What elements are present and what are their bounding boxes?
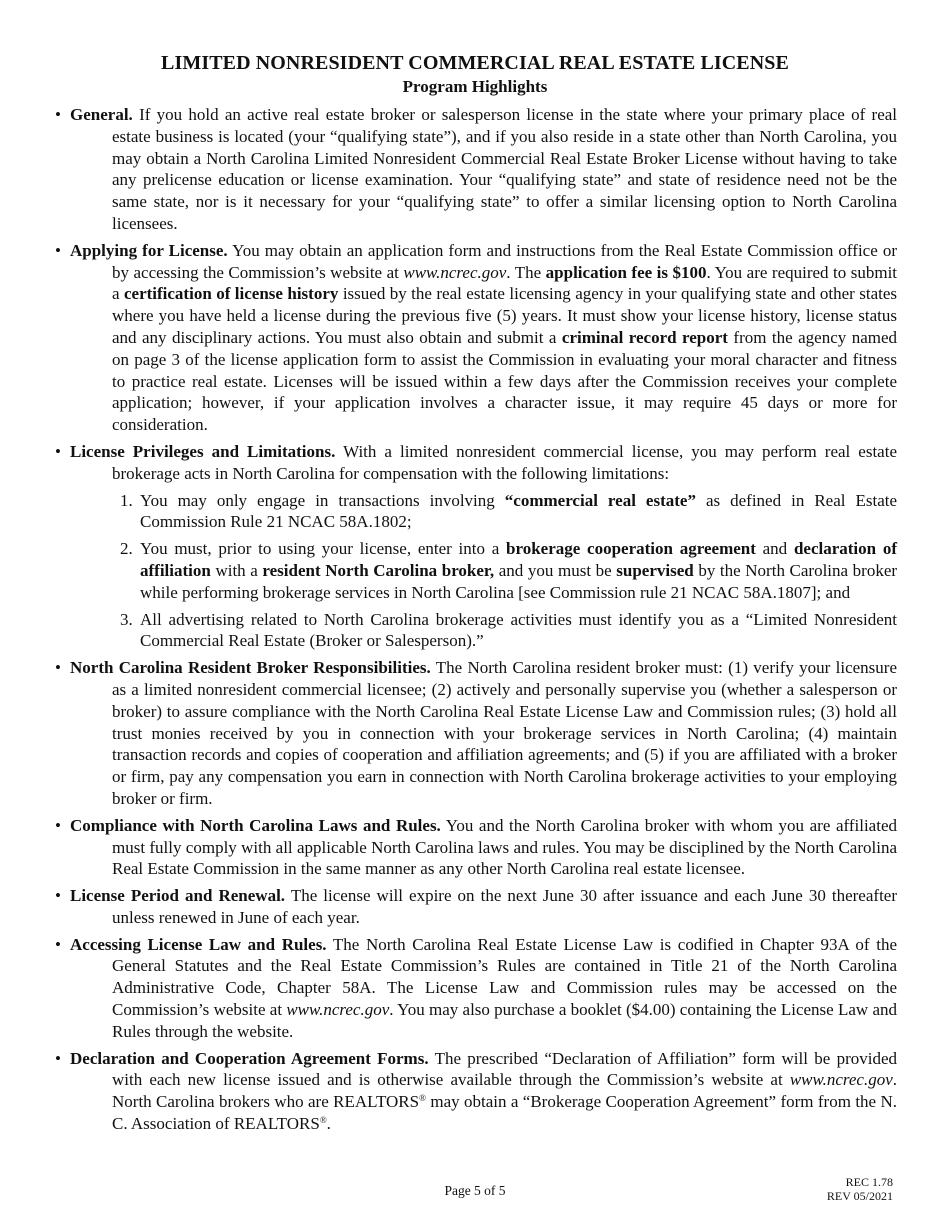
page-title: LIMITED NONRESIDENT COMMERCIAL REAL ESTATE LICENSE xyxy=(161,52,789,74)
section-applying xyxy=(55,240,897,436)
list-number: 2. xyxy=(120,539,133,559)
section-heading: General. xyxy=(70,105,133,124)
section-text: may obtain a “Brokerage Cooperation Agreement” form from the N. C. Association of REALTORS xyxy=(112,1092,898,1134)
highlights-list xyxy=(55,104,897,1140)
item-text: with a xyxy=(215,560,258,580)
page-number: Page 5 of 5 xyxy=(444,1183,506,1198)
item-bold-text: “commercial real estate” xyxy=(504,490,696,510)
bullet-icon: • xyxy=(55,815,61,835)
criminal-record-text: criminal record report xyxy=(561,327,728,347)
registered-mark: ® xyxy=(319,1115,327,1126)
item-text: and xyxy=(762,539,788,559)
bullet-icon: • xyxy=(55,441,61,461)
website-link[interactable]: www.ncrec.gov xyxy=(286,1000,390,1020)
item-bold-text: declaration of affiliation xyxy=(140,539,897,580)
form-code-block xyxy=(827,1175,893,1203)
section-text: . You are required to submit a xyxy=(112,262,898,304)
bullet-icon: • xyxy=(55,934,61,954)
section-text: . The xyxy=(506,262,542,282)
bullet-icon: • xyxy=(55,1048,61,1068)
limitation-item-3 xyxy=(55,609,897,653)
section-text: The North Carolina Real Estate License Law is codified in Chapter 93A of the General Statutes and the Real Estate Commission’s Rules are contained in Title 21 of the North Carolina Administrative Code, Chapter 58A. The License Law and Commission rules may be accessed on the Commission’s website at xyxy=(112,934,897,1020)
section-heading: License Period and Renewal. xyxy=(70,886,286,906)
section-text: The prescribed “Declaration of Affiliation” form will be provided with each new license issued and is otherwise available through the Commission’s website at xyxy=(112,1048,897,1090)
limitations-list xyxy=(55,490,897,653)
section-text: With a limited nonresident commercial license, you may perform real estate brokerage acts in North Carolina for compensation with the following limitations: xyxy=(112,441,897,483)
section-heading: Compliance with North Carolina Laws and Rules. xyxy=(70,815,441,835)
section-heading: Accessing License Law and Rules. xyxy=(70,934,327,954)
section-text: You may obtain an application form and instructions from the Real Estate Commission office or by accessing the Commission’s website at xyxy=(112,240,897,282)
item-text: All advertising related to North Carolina brokerage activities must identify you as a “Limited Nonresident Commercial Real Estate (Broker or Salesperson).” xyxy=(140,609,897,651)
section-text: . xyxy=(326,1114,331,1134)
section-forms xyxy=(55,1048,897,1135)
page-subtitle: Program Highlights xyxy=(402,77,548,96)
section-text: The North Carolina resident broker must: (1) verify your licensure as a limited nonresident commercial licensee; (2) actively and personally supervise you (whether a salesperson or broker) to assure compliance with the North Carolina Real Estate License Law and Commission rules; (3) hold all trust monies received by you in connection with your brokerage services in North Carolina; (4) maintain transaction records and copies of cooperation and affiliation agreements; and (5) if you are affiliated with a broker or firm, pay any compensation you earn in connection with North Carolina brokerage activities to your employing broker or firm. xyxy=(112,658,897,808)
item-text: by the North Carolina broker while performing brokerage services in North Carolina [see Commission rule 21 NCAC 58A.1807]; and xyxy=(140,560,898,602)
item-bold-text: supervised xyxy=(616,560,694,580)
section-renewal xyxy=(55,885,897,929)
registered-mark: ® xyxy=(419,1093,426,1104)
bullet-icon: • xyxy=(55,658,61,678)
section-heading: License Privileges and Limitations. xyxy=(70,441,336,461)
certification-text: certification of license history xyxy=(123,284,339,304)
item-text: You must, prior to using your license, enter into a xyxy=(140,539,500,559)
item-bold-text: brokerage cooperation agreement xyxy=(506,539,756,559)
section-heading: North Carolina Resident Broker Responsibilities. xyxy=(70,658,431,678)
fee-text: application fee is $100 xyxy=(545,262,707,282)
website-link[interactable]: www.ncrec.gov xyxy=(789,1070,893,1090)
bullet-icon: • xyxy=(55,105,61,124)
list-number: 3. xyxy=(120,609,133,629)
section-text: issued by the real estate licensing agency in your qualifying state and other states where you have held a license during the previous five (5) years. It must show your license history, license status and any disciplinary actions. You must also obtain and submit a xyxy=(112,284,897,347)
list-number: 1. xyxy=(120,490,133,510)
limitation-item-1 xyxy=(55,490,897,534)
section-accessing xyxy=(55,934,897,1043)
section-heading: Applying for License. xyxy=(70,240,228,260)
item-text: and you must be xyxy=(498,560,612,580)
section-privileges xyxy=(55,441,897,485)
item-bold-text: resident North Carolina broker, xyxy=(262,560,495,580)
section-text: You and the North Carolina broker with whom you are affiliated must fully comply with all applicable North Carolina laws and rules. You may be disciplined by the North Carolina Real Estate Commission in the same manner as any other North Carolina real estate licensee. xyxy=(112,815,897,879)
bullet-icon: • xyxy=(55,240,61,260)
section-heading: Declaration and Cooperation Agreement Forms. xyxy=(70,1048,429,1068)
section-text: If you hold an active real estate broker or salesperson license in the state where your primary place of real estate business is located (your “qualifying state”), and if you also reside in a state other than North Carolina, you may obtain a North Carolina Limited Nonresident Commercial Real Estate Broker License without having to take any prelicense education or license examination. Your “qualifying state” and state of residence need not be the same state, nor is it necessary for your “qualifying state” to offer a similar licensing option to North Carolina licensees. xyxy=(112,105,898,233)
section-text: from the agency named on page 3 of the license application form to assist the Commission in evaluating your moral character and fitness to practice real estate. Licenses will be issued within a few days after the Commission receives your complete application; however, if your application involves a character issue, it may require 45 days or more for consideration. xyxy=(112,327,898,435)
section-text: The license will expire on the next June 30 after issuance and each June 30 thereafter unless renewed in June of each year. xyxy=(112,886,897,927)
item-text: as defined in Real Estate Commission Rule 21 NCAC 58A.1802; xyxy=(140,490,898,532)
section-general xyxy=(55,104,897,235)
section-text: . North Carolina brokers who are REALTORS xyxy=(112,1070,897,1112)
section-text: . You may also purchase a booklet ($4.00) containing the License Law and Rules through the website. xyxy=(112,1000,898,1041)
form-code: REC 1.78 xyxy=(845,1175,893,1189)
bullet-icon: • xyxy=(55,886,61,906)
section-resident-broker xyxy=(55,657,897,810)
limitation-item-2 xyxy=(55,538,897,603)
item-text: You may only engage in transactions involving xyxy=(140,490,495,510)
section-compliance xyxy=(55,815,897,880)
revision-date: REV 05/2021 xyxy=(826,1189,893,1203)
website-link[interactable]: www.ncrec.gov xyxy=(403,262,507,282)
